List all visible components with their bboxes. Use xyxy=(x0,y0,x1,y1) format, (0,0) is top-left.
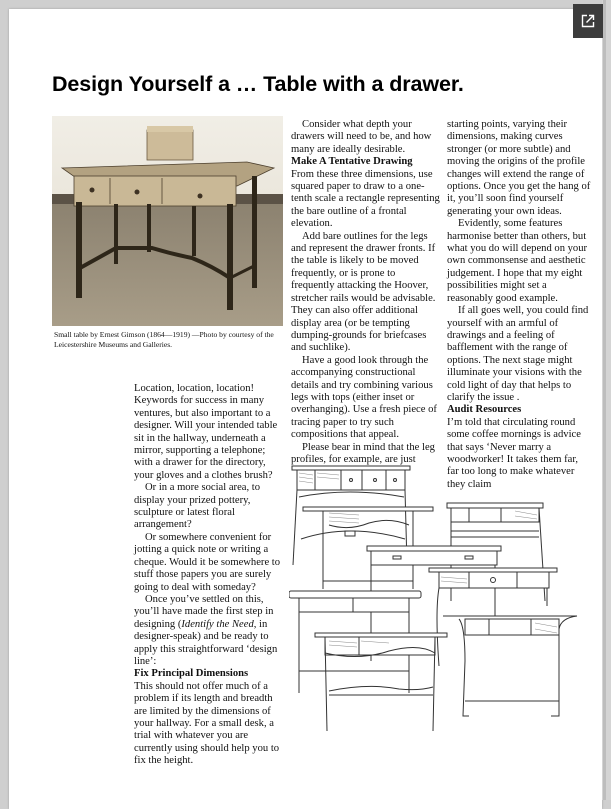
paragraph: Location, location, location! Keywords for success in many ventures, but also important to a designer. Will your intended table sit in the hallway, underneath a mirror, supporting a telephone; with a drawer for the directory, your gloves and a clothes brush? xyxy=(134,383,278,481)
paragraph-text: Once you’ve settled on this, you’ll have made the first step in designing ( xyxy=(134,593,274,630)
paragraph-text: , in designer-speak) and be ready to apply this straightforward ‘design line’: xyxy=(134,618,278,667)
paragraph: Add bare outlines for the legs and represent the drawer fronts. If the table is likely to be moved frequently, or is prone to frequently attacking the Hoover, stretcher rails would be advisable. They can also offer additional display area (or be tempting dumping-grounds for briefcases and suchlike). xyxy=(291,230,436,354)
table-design-drawings xyxy=(289,461,589,751)
italic-term: Identify the Need xyxy=(181,618,254,630)
paragraph: Evidently, some features harmonise better than others, but what you do will depend on your own commonsense and aesthetic judgement. I hope that my eight possibilities might set a reasonably good example. xyxy=(447,218,588,304)
scrollbar-track[interactable] xyxy=(603,0,606,800)
paragraph: From these three dimensions, use squared paper to draw to a one-tenth scale a rectangle representing the bare outline of a frontal elevation. xyxy=(291,168,440,230)
paragraph: This should not offer much of a problem if its length and breadth are limited by the dimensions of your hallway. For a small desk, a trial with whatever you are currently using should help you to fix the height. xyxy=(134,680,280,767)
paragraph: Or in a more social area, to display your prized pottery, sculpture or latest floral arrangement? xyxy=(134,482,261,531)
photo-caption: Small table by Ernest Gimson (1864—1919) —Photo by courtesy of the Leicestershire Museums and Galleries. xyxy=(54,330,274,349)
gimson-table-photo xyxy=(52,116,283,326)
paragraph: starting points, varying their dimensions, making curves stronger (or more subtle) and moving the origins of the profile changes will extend the range of options. Once you get the hang of it, you’ll soon find yourself generating your own ideas. xyxy=(447,119,591,217)
paragraph: Please bear in mind that the leg profiles, for example, are just xyxy=(291,441,435,465)
text-column-3 xyxy=(447,119,592,491)
popout-button[interactable] xyxy=(573,4,603,38)
paragraph: Consider what depth your drawers will need to be, and how many are ideally desirable. xyxy=(291,119,432,155)
open-in-new-window-icon xyxy=(581,14,595,28)
article-title: Design Yourself a … Table with a drawer. xyxy=(52,72,464,96)
text-column-2 xyxy=(291,119,441,466)
viewer-scrollbar[interactable] xyxy=(602,0,611,800)
document-page xyxy=(9,9,602,809)
table-sketch-h xyxy=(315,633,447,731)
paragraph: I’m told that circulating round some coffee mornings is advice that says ‘Never marry a woodworker! It takes them far, far too long to make whatever they claim xyxy=(447,416,581,490)
paragraph: Or somewhere convenient for jotting a quick note or writing a cheque. Would it be somewhere to stuff those papers you are surely going to deal with someday? xyxy=(134,531,281,593)
text-column-1 xyxy=(134,383,286,768)
table-photograph xyxy=(52,116,283,326)
section-heading: Make A Tentative Drawing xyxy=(291,156,413,168)
table-sketches-illustration xyxy=(289,461,589,751)
table-sketch-g xyxy=(443,616,577,716)
section-heading: Audit Resources xyxy=(447,404,522,416)
section-heading: Fix Principal Dimensions xyxy=(134,668,249,680)
paragraph xyxy=(134,594,286,668)
paragraph: Have a good look through the accompanying constructional details and try combining various legs with tops (either inset or overhanging). Use a fresh piece of tracing paper to try such compositions that appeal. xyxy=(291,354,437,441)
paragraph: If all goes well, you could find yourself with an armful of drawings and a feeling of bafflement with the range of options. The next stage might illuminate your visions with the cold light of day that helps to clarify the issue . xyxy=(447,305,589,403)
